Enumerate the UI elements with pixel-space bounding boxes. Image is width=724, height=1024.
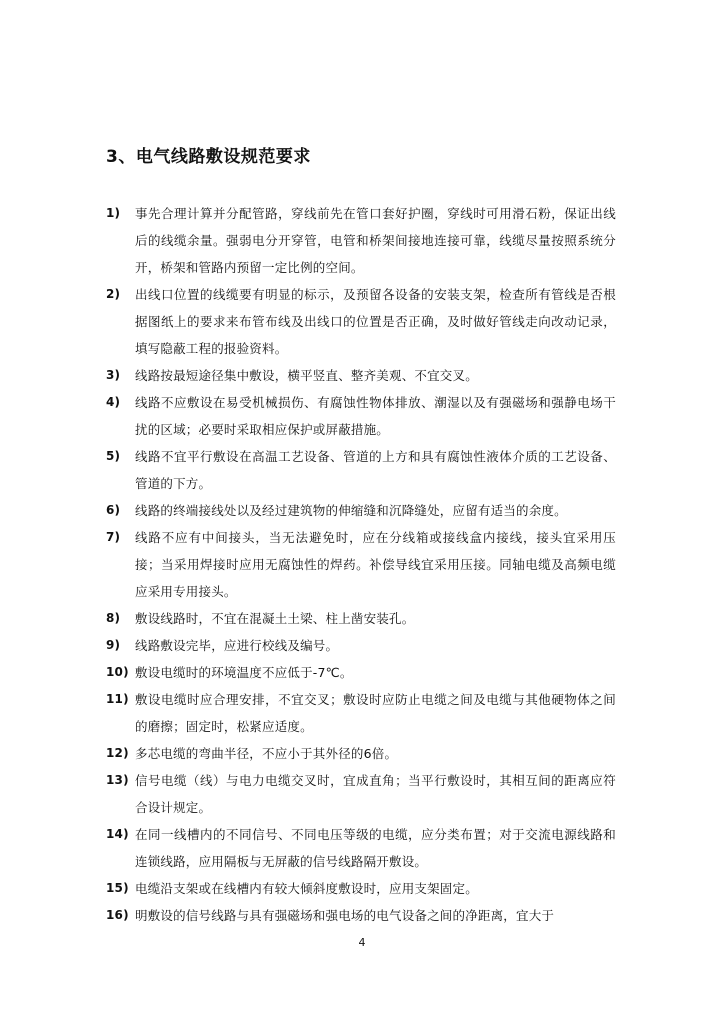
- item-number: 11): [106, 692, 129, 706]
- list-item: [106, 497, 616, 524]
- item-number: 3): [106, 368, 121, 382]
- item-text: 在同一线槽内的不同信号、不同电压等级的电缆，应分类布置；对于交流电源线路和连锁线路，应用隔板与无屏蔽的信号线路隔开敷设。: [135, 827, 616, 869]
- item-text: 电缆沿支架或在线槽内有较大倾斜度敷设时，应用支架固定。: [135, 881, 478, 896]
- item-text: 敷设线路时，不宜在混凝土土梁、柱上凿安装孔。: [135, 611, 415, 626]
- list-item: [106, 740, 616, 767]
- item-number: 9): [106, 638, 121, 652]
- page-number: 4: [358, 936, 366, 949]
- list-item: [106, 200, 616, 281]
- item-text: 线路不应敷设在易受机械损伤、有腐蚀性物体排放、潮湿以及有强磁场和强静电场干扰的区域；必要时采取相应保护或屏蔽措施。: [135, 395, 616, 437]
- item-number: 4): [106, 395, 121, 409]
- item-text: 信号电缆（线）与电力电缆交叉时，宜成直角；当平行敷设时，其相互间的距离应符合设计规定。: [135, 773, 616, 815]
- item-number: 13): [106, 773, 129, 787]
- item-text: 明敷设的信号线路与具有强磁场和强电场的电气设备之间的净距离，宜大于: [135, 908, 555, 923]
- item-number: 12): [106, 746, 129, 760]
- item-number: 14): [106, 827, 129, 841]
- item-number: 7): [106, 530, 121, 544]
- section-title: 3、电气线路敷设规范要求: [106, 147, 311, 167]
- item-text: 线路按最短途径集中敷设，横平竖直、整齐美观、不宜交叉。: [135, 368, 478, 383]
- item-text: 线路不宜平行敷设在高温工艺设备、管道的上方和具有腐蚀性液体介质的工艺设备、管道的下方。: [135, 449, 616, 491]
- item-text: 敷设电缆时应合理安排，不宜交叉；敷设时应防止电缆之间及电缆与其他硬物体之间的磨擦；固定时，松紧应适度。: [135, 692, 616, 734]
- item-number: 1): [106, 206, 121, 220]
- list-item: [106, 686, 616, 740]
- list-item: [106, 605, 616, 632]
- item-number: 2): [106, 287, 121, 301]
- item-text: 事先合理计算并分配管路，穿线前先在管口套好护圈，穿线时可用滑石粉，保证出线后的线缆余量。强弱电分开穿管，电管和桥架间接地连接可靠，线缆尽量按照系统分开，桥架和管路内预留一定比例的空间。: [135, 206, 616, 275]
- item-text: 线路敷设完毕，应进行校线及编号。: [135, 638, 339, 653]
- list-item: [106, 902, 616, 929]
- item-number: 5): [106, 449, 121, 463]
- list-item: [106, 659, 616, 686]
- list-item: [106, 524, 616, 605]
- list-item: [106, 767, 616, 821]
- item-number: 8): [106, 611, 121, 625]
- list-item: [106, 362, 616, 389]
- item-number: 15): [106, 881, 129, 895]
- item-text: 线路不应有中间接头，当无法避免时，应在分线箱或接线盒内接线，接头宜采用压接；当采用焊接时应用无腐蚀性的焊药。补偿导线宜采用压接。同轴电缆及高频电缆应采用专用接头。: [135, 530, 616, 599]
- item-text: 线路的终端接线处以及经过建筑物的伸缩缝和沉降缝处，应留有适当的余度。: [135, 503, 567, 518]
- list-item: [106, 281, 616, 362]
- item-number: 16): [106, 908, 129, 922]
- item-text: 敷设电缆时的环境温度不应低于-7℃。: [135, 665, 353, 680]
- list-item: [106, 875, 616, 902]
- item-text: 出线口位置的线缆要有明显的标示，及预留各设备的安装支架，检查所有管线是否根据图纸上的要求来布管布线及出线口的位置是否正确，及时做好管线走向改动记录，填写隐蔽工程的报验资料。: [135, 287, 616, 356]
- requirements-list: [106, 200, 616, 929]
- item-number: 6): [106, 503, 121, 517]
- item-text: 多芯电缆的弯曲半径，不应小于其外径的6倍。: [135, 746, 398, 761]
- list-item: [106, 443, 616, 497]
- list-item: [106, 389, 616, 443]
- list-item: [106, 821, 616, 875]
- list-item: [106, 632, 616, 659]
- item-number: 10): [106, 665, 129, 679]
